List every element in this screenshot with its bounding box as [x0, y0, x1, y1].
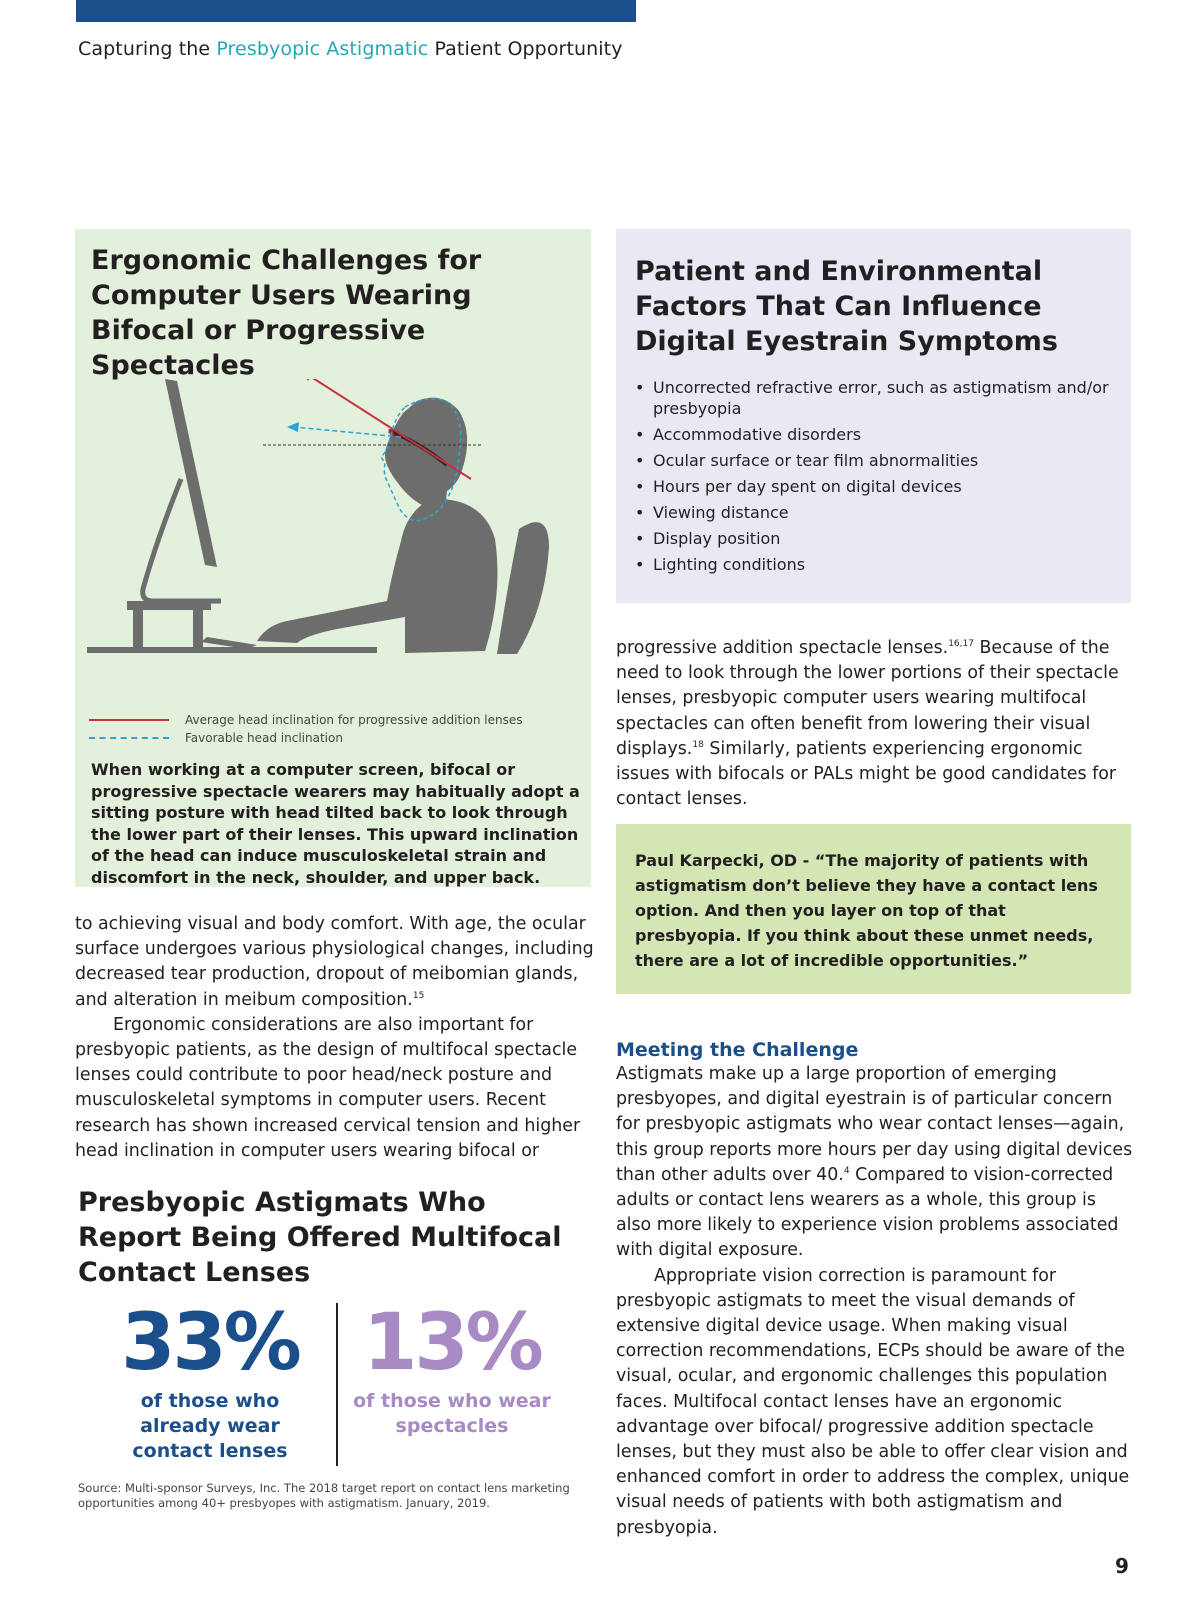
computer-posture-illustration [87, 379, 577, 679]
paragraph-text: Astigmats make up a large proportion of emerging presbyopes, and digital eyestrain is of particular concern for presbyopic astigmats who wear contact lenses—again, this group reports more hours per day using digital devices than other adults over 40. [616, 1064, 1133, 1185]
factor-item: • Accommodative disorders [635, 424, 1115, 445]
legend-label: Favorable head inclination [185, 731, 343, 745]
source-note: Source: Multi-sponsor Surveys, Inc. The 2018 target report on contact lens marketing opportunities among 40+ presbyopes with astigmatism. January, 2019. [78, 1481, 570, 1510]
legend-item-average-inclination [89, 711, 523, 729]
running-header-highlight: Presbyopic Astigmatic [216, 38, 429, 60]
factor-item: • Viewing distance [635, 502, 1115, 523]
page-number: 9 [1115, 1554, 1129, 1578]
illustration-legend [89, 711, 523, 747]
factor-item: • Ocular surface or tear film abnormalities [635, 450, 1115, 471]
stat-contact-lens-wearers [100, 1298, 320, 1464]
legend-label: Average head inclination for progressive addition lenses [185, 713, 523, 727]
stat-label: of those who wear spectacles [353, 1390, 551, 1437]
running-header-text-end: Patient Opportunity [428, 38, 623, 60]
factor-item: • Display position [635, 528, 1115, 549]
pull-quote [616, 824, 1131, 994]
citation-reference: 16,17 [948, 639, 974, 649]
running-header [78, 38, 623, 60]
factor-item: • Lighting conditions [635, 554, 1115, 575]
running-header-text-start: Capturing the [78, 38, 217, 60]
legend-item-favorable-inclination [89, 729, 523, 747]
section-heading: Meeting the Challenge [616, 1039, 859, 1061]
paragraph-text: Because of the need to look through the lower portions of their spectacle lenses, presbyopic computer users wearing multifocal spectacles can often benefit from lowering their visual displays. [616, 638, 1119, 759]
body-paragraph [75, 912, 595, 1013]
seated-person-icon [257, 398, 497, 653]
paragraph-text: Compared to vision-corrected adults or contact lens wearers as a whole, this group is also more likely to experience vision problems associated with digital exposure. [616, 1164, 1119, 1261]
factor-item: • Hours per day spent on digital devices [635, 476, 1115, 497]
stat-divider [336, 1303, 338, 1466]
factors-list [635, 377, 1115, 580]
factors-sidebar-title: Patient and Environmental Factors That Can Influence Digital Eyestrain Symptoms [635, 256, 1058, 357]
citation-reference: 15 [412, 990, 425, 1001]
body-paragraph: Appropriate vision correction is paramount for presbyopic astigmats to meet the visual demands of extensive digital device usage. When making visual correction recommendations, ECPs should be aware of the visual, ocular, and ergonomic challenges this population faces. Multifocal contact lenses have an ergonomic advantage over bifocal/ progressive addition spectacle lenses, but they must also be able to offer clear vision and enhanced comfort in order to address the complex, unique visual needs of patients with both astigmatism and presbyopia. [616, 1265, 1130, 1538]
citation-reference: 18 [692, 739, 704, 750]
ergonomic-caption: When working at a computer screen, bifocal or progressive spectacle wearers may habitually adopt a sitting posture with head tilted back to look through the lower part of their lenses. This upward inclination of the head can induce musculoskeletal strain and discomfort in the neck, shoulder, and upper back. [91, 760, 580, 887]
header-accent-bar [76, 0, 636, 22]
left-column-body [75, 912, 595, 1164]
body-paragraph [616, 636, 1136, 812]
stat-spectacle-wearers [352, 1298, 552, 1439]
factors-sidebar [616, 229, 1131, 603]
factor-item: • Uncorrected refractive error, such as astigmatism and/or presbyopia [635, 377, 1115, 419]
paragraph-text: to achieving visual and body comfort. With age, the ocular surface undergoes various physiological changes, including decreased tear production, dropout of meibomian glands, and alteration in meibum composition. [75, 914, 594, 1010]
stat-label: of those who already wear contact lenses [132, 1390, 288, 1462]
ergonomic-sidebar-title: Ergonomic Challenges for Computer Users Wearing Bifocal or Progressive Spectacles [91, 245, 482, 381]
right-column-body-top [616, 636, 1136, 812]
solid-red-line-swatch [89, 719, 169, 721]
citation-reference: 4 [843, 1165, 850, 1176]
stat-value: 33% [121, 1298, 299, 1388]
pull-quote-text: Paul Karpecki, OD - “The majority of patients with astigmatism don’t believe they have a contact lens option. And then you layer on top of that presbyopia. If you think about these unmet needs, there are a lot of incredible opportunities.” [635, 851, 1098, 970]
ergonomic-sidebar [75, 229, 591, 887]
body-paragraph: Ergonomic considerations are also important for presbyopic patients, as the design of multifocal spectacle lenses could contribute to poor head/neck posture and musculoskeletal symptoms in computer users. Recent research has shown increased cervical tension and higher head inclination in computer users wearing bifocal or [75, 1014, 581, 1161]
dashed-blue-line-swatch [89, 737, 169, 739]
chair-icon [497, 522, 549, 654]
stats-title: Presbyopic Astigmats Who Report Being Offered Multifocal Contact Lenses [78, 1187, 562, 1288]
right-column-body-bottom [616, 1062, 1136, 1541]
paragraph-text: progressive addition spectacle lenses. [616, 638, 949, 658]
stat-value: 13% [363, 1298, 541, 1388]
body-paragraph [616, 1062, 1136, 1264]
paragraph-text: Similarly, patients experiencing ergonomic issues with bifocals or PALs might be good candidates for contact lenses. [616, 738, 1116, 810]
